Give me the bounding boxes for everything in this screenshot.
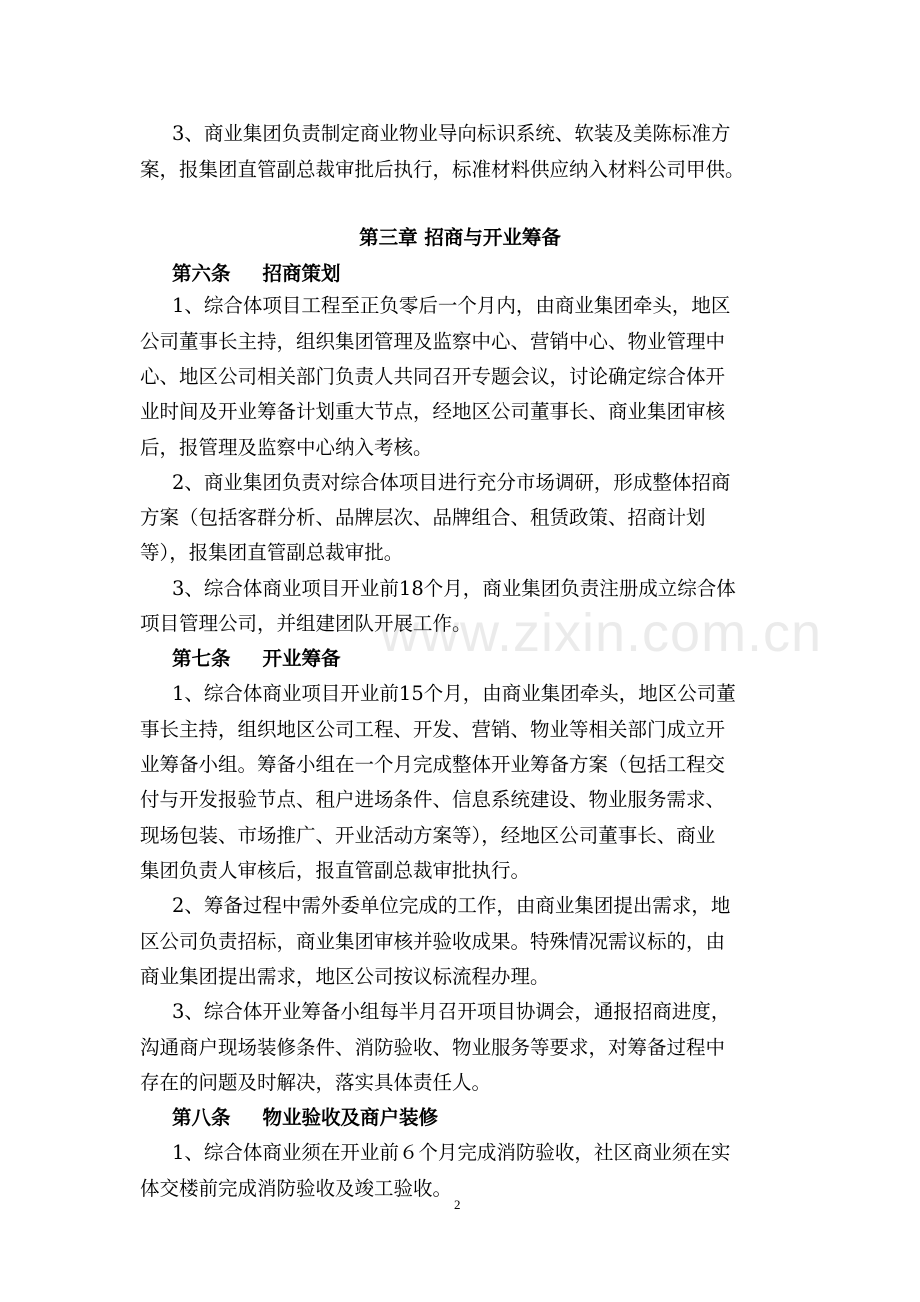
paragraph-line: 集团负责人审核后，报直管副总裁审批执行。 [140,859,531,882]
paragraph-line: 存在的问题及时解决，落实具体责任人。 [140,1071,492,1094]
paragraph-line: 后，报管理及监察中心纳入考核。 [140,436,433,459]
paragraph-line: 1、综合体商业须在开业前６个月完成消防验收，社区商业须在实 [172,1141,731,1164]
paragraph-line: 3、综合体开业筹备小组每半月召开项目协调会，通报招商进度， [172,1000,731,1023]
paragraph-line: 2、筹备过程中需外委单位完成的工作，由商业集团提出需求，地 [172,894,731,917]
paragraph-line: 现场包装、市场推广、开业活动方案等），经地区公司董事长、商业 [140,824,716,847]
paragraph-line: 等），报集团直管副总裁审批。 [140,541,404,564]
paragraph-line: 体交楼前完成消防验收及竣工验收。 [140,1177,453,1200]
paragraph-line: 3、综合体商业项目开业前18个月，商业集团负责注册成立综合体 [172,577,736,600]
paragraph-line: 1、综合体商业项目开业前15个月，由商业集团牵头，地区公司董 [172,682,736,705]
paragraph-line: 沟通商户现场装修条件、消防验收、物业服务等要求，对筹备过程中 [140,1036,726,1059]
paragraph-line: 业时间及开业筹备计划重大节点，经地区公司董事长、商业集团审核 [140,400,726,423]
paragraph-line: 1、综合体项目工程至正负零后一个月内，由商业集团牵头，地区 [172,294,731,317]
paragraph-line: 案，报集团直管副总裁审批后执行，标准材料供应纳入材料公司甲供。 [140,158,745,181]
watermark: www.zixin.com.cn [380,603,823,663]
article-number: 第六条 [172,262,231,285]
article-title: 物业验收及商户装修 [262,1106,439,1129]
article-title: 招商策划 [262,262,341,285]
article-title: 开业筹备 [262,647,341,670]
article-number: 第八条 [172,1106,231,1129]
paragraph-line: 心、地区公司相关部门负责人共同召开专题会议，讨论确定综合体开 [140,365,726,388]
paragraph-line: 付与开发报验节点、租户进场条件、信息系统建设、物业服务需求、 [140,788,726,811]
article-heading-8 [172,1102,920,1130]
paragraph-line: 公司董事长主持，组织集团管理及监察中心、营销中心、物业管理中 [140,330,726,353]
article-number: 第七条 [172,647,231,670]
paragraph-line: 2、商业集团负责对综合体项目进行充分市场调研，形成整体招商 [172,471,731,494]
chapter-heading: 第三章 招商与开业筹备 [359,226,561,249]
paragraph-line: 区公司负责招标，商业集团审核并验收成果。特殊情况需议标的，由 [140,930,726,953]
paragraph-line: 3、商业集团负责制定商业物业导向标识系统、软装及美陈标准方 [172,122,731,145]
paragraph-line: 项目管理公司，并组建团队开展工作。 [140,612,472,635]
paragraph-line: 事长主持，组织地区公司工程、开发、营销、物业等相关部门成立开 [140,718,726,741]
paragraph-line: 业筹备小组。筹备小组在一个月完成整体开业筹备方案（包括工程交 [140,753,726,776]
article-heading-6 [172,258,920,286]
paragraph-line: 商业集团提出需求，地区公司按议标流程办理。 [140,965,550,988]
paragraph-line: 方案（包括客群分析、品牌层次、品牌组合、租赁政策、招商计划 [140,506,706,529]
page-number: 2 [454,1197,461,1212]
